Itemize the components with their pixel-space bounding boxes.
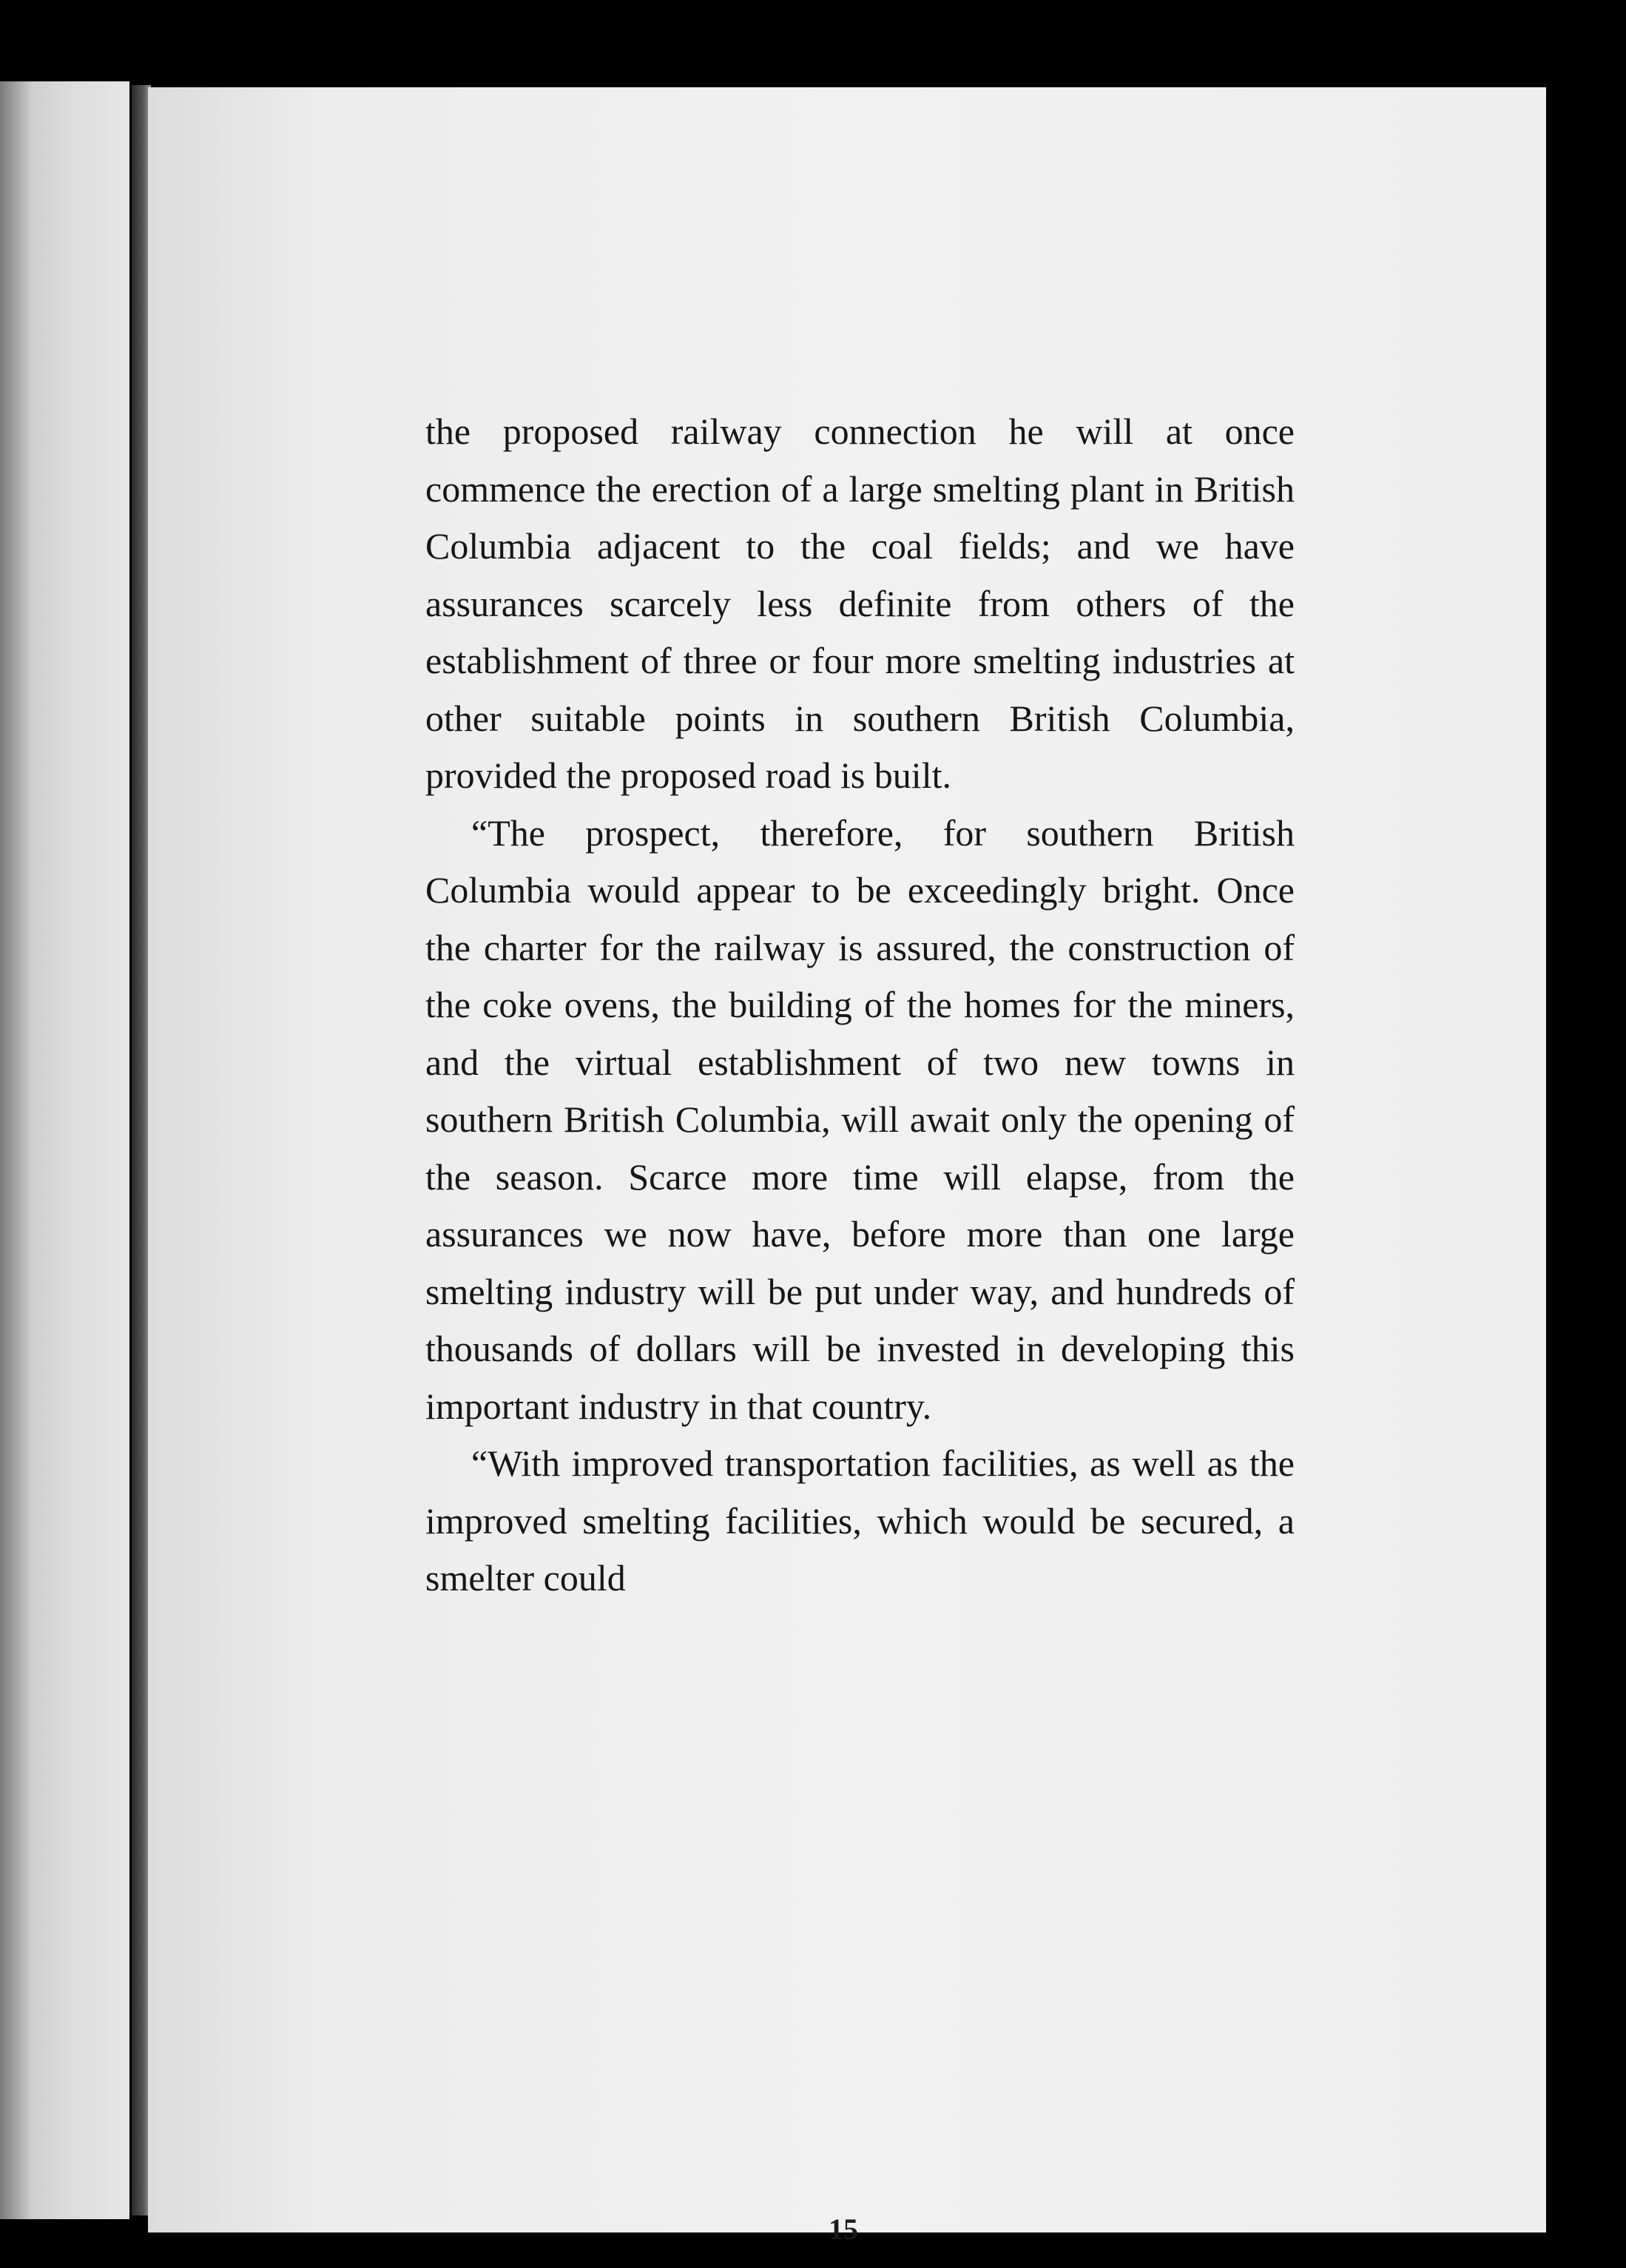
paragraph-transportation: “With improved transportation facilities, as well as the improved smelting facilities, which would be secured, a smelter could xyxy=(425,1442,1295,1599)
page-body-text xyxy=(425,403,1295,1607)
paragraph-continuation: the proposed railway connection he will at once commence the erection of a large smelting plant in British Columbia adjacent to the coal fields; and we have assurances scarcely less definite from others of the establishment of three or four more smelting industries at other suitable points in southern British Columbia, provided the proposed road is built. xyxy=(425,411,1295,796)
left-page-edge xyxy=(0,81,129,2219)
paragraph-prospect: “The prospect, therefore, for southern British Columbia would appear to be exceedingly bright. Once the charter for the railway is assured, the construction of the coke ovens, the building of the homes for the miners, and the virtual establishment of two new towns in southern British Columbia, will await only the opening of the season. Scarce more time will elapse, from the assurances we now have, before more than one large smelting industry will be put under way, and hundreds of thousands of dollars will be invested in developing this important industry in that country. xyxy=(425,811,1295,1427)
page-number: 15 xyxy=(829,2213,858,2246)
